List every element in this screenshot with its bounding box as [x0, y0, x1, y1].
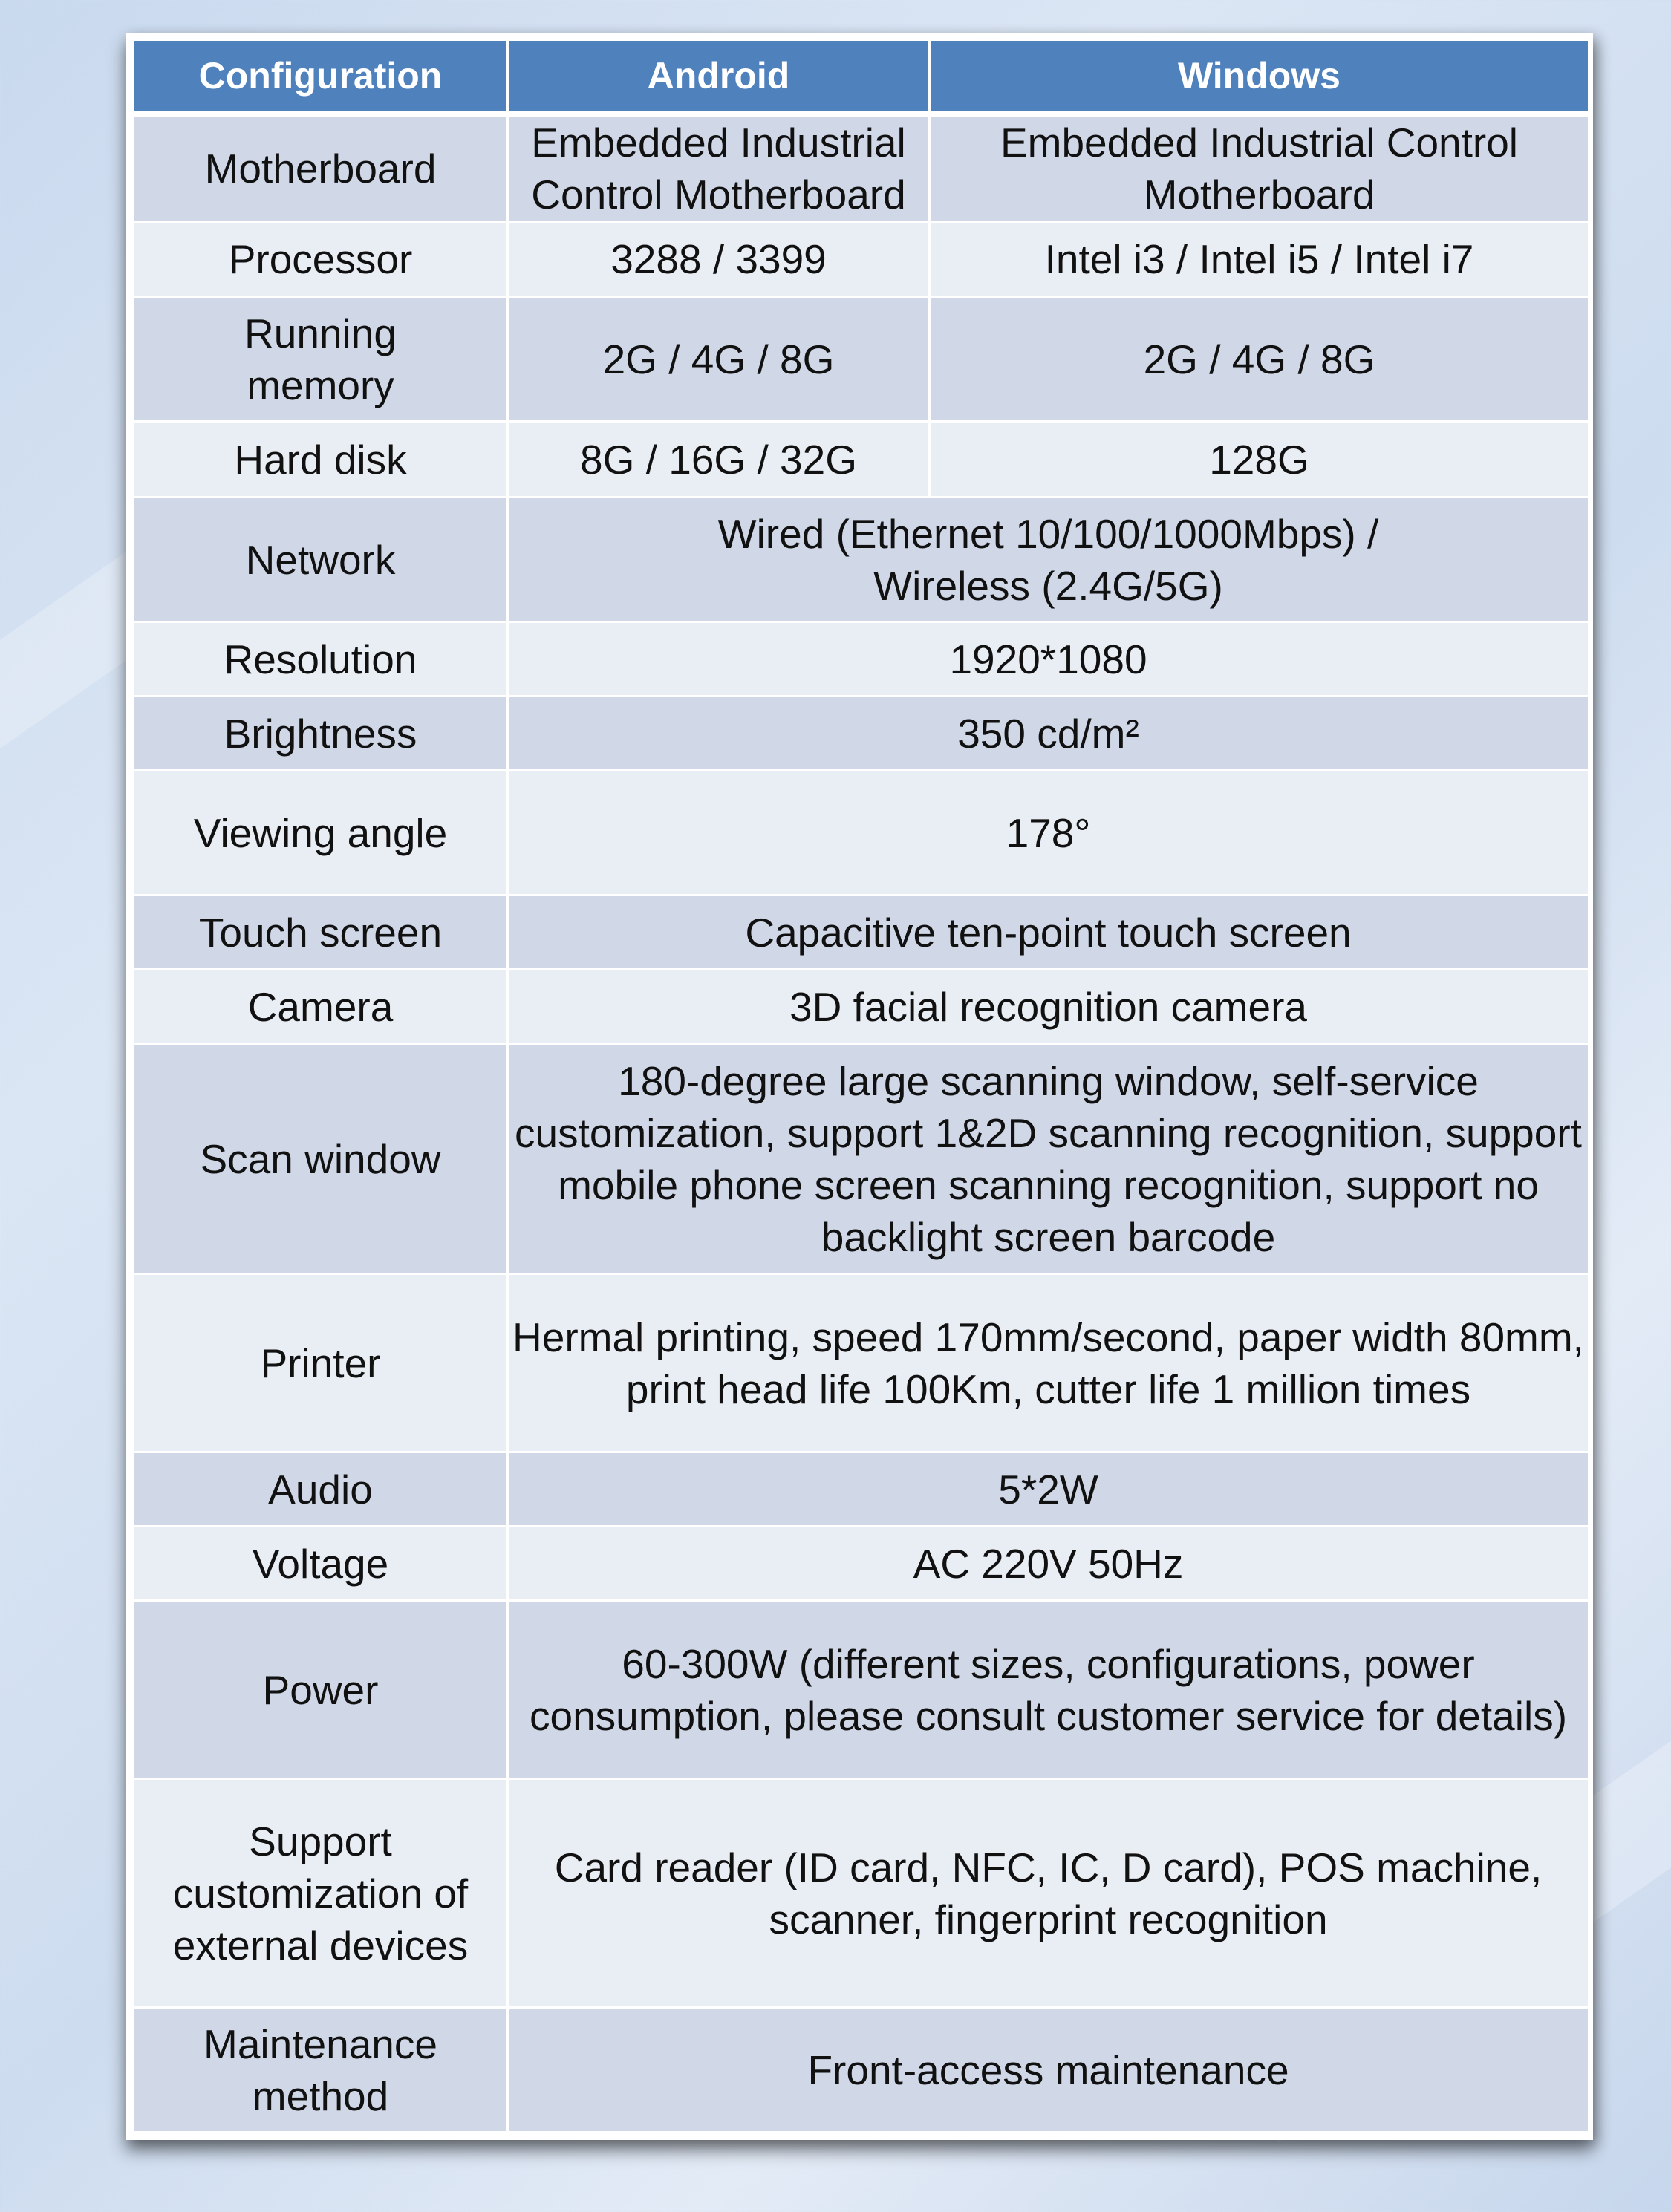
row-value: 350 cd/m²: [508, 696, 1589, 771]
row-label: Motherboard: [134, 114, 508, 222]
table-row: [134, 114, 1589, 222]
header-configuration: Configuration: [134, 40, 508, 114]
table-row: [134, 1779, 1589, 2008]
row-label: Maintenance method: [134, 2008, 508, 2133]
android-value: Embedded Industrial Control Motherboard: [508, 114, 930, 222]
row-value: Front-access maintenance: [508, 2008, 1589, 2133]
android-value: 2G / 4G / 8G: [508, 297, 930, 422]
table-row: [134, 895, 1589, 970]
android-value: 3288 / 3399: [508, 222, 930, 297]
row-label: Touch screen: [134, 895, 508, 970]
table-row: [134, 1274, 1589, 1452]
table-row: [134, 1601, 1589, 1779]
row-label: Hard disk: [134, 422, 508, 497]
row-value: 5*2W: [508, 1452, 1589, 1527]
header-windows: Windows: [930, 40, 1589, 114]
spec-table: [132, 39, 1590, 2133]
table-row: [134, 1527, 1589, 1601]
header-row: [134, 40, 1589, 114]
row-value: Card reader (ID card, NFC, IC, D card), POS machine, scanner, fingerprint recognition: [508, 1779, 1589, 2008]
table-row: [134, 1044, 1589, 1274]
row-label: Processor: [134, 222, 508, 297]
table-row: [134, 497, 1589, 622]
row-value: AC 220V 50Hz: [508, 1527, 1589, 1601]
table-row: [134, 970, 1589, 1044]
row-label: Brightness: [134, 696, 508, 771]
header-android: Android: [508, 40, 930, 114]
table-row: [134, 696, 1589, 771]
row-label: Camera: [134, 970, 508, 1044]
row-value: 60-300W (different sizes, configurations, power consumption, please consult customer service for details): [508, 1601, 1589, 1779]
row-value: Wired (Ethernet 10/100/1000Mbps) / Wireless (2.4G/5G): [508, 497, 1589, 622]
table-row: [134, 771, 1589, 895]
android-value: 8G / 16G / 32G: [508, 422, 930, 497]
windows-value: 2G / 4G / 8G: [930, 297, 1589, 422]
row-value: Hermal printing, speed 170mm/second, paper width 80mm, print head life 100Km, cutter life 1 million times: [508, 1274, 1589, 1452]
table-row: [134, 1452, 1589, 1527]
row-label: Resolution: [134, 622, 508, 696]
row-label: Printer: [134, 1274, 508, 1452]
row-label: Network: [134, 497, 508, 622]
row-value: 180-degree large scanning window, self-service customization, support 1&2D scanning recognition, support mobile phone screen scanning recognition, support no backlight screen barcode: [508, 1044, 1589, 1274]
row-value: 178°: [508, 771, 1589, 895]
windows-value: Embedded Industrial Control Motherboard: [930, 114, 1589, 222]
row-value: 3D facial recognition camera: [508, 970, 1589, 1044]
table-row: [134, 297, 1589, 422]
row-label: Scan window: [134, 1044, 508, 1274]
row-value: Capacitive ten-point touch screen: [508, 895, 1589, 970]
spec-card: [126, 33, 1593, 2140]
row-value: 1920*1080: [508, 622, 1589, 696]
row-label: Support customization of external devices: [134, 1779, 508, 2008]
table-row: [134, 622, 1589, 696]
table-row: [134, 422, 1589, 497]
row-label: Power: [134, 1601, 508, 1779]
table-row: [134, 222, 1589, 297]
table-row: [134, 2008, 1589, 2133]
windows-value: 128G: [930, 422, 1589, 497]
row-label: Voltage: [134, 1527, 508, 1601]
windows-value: Intel i3 / Intel i5 / Intel i7: [930, 222, 1589, 297]
row-label: Viewing angle: [134, 771, 508, 895]
row-label: Running memory: [134, 297, 508, 422]
row-label: Audio: [134, 1452, 508, 1527]
